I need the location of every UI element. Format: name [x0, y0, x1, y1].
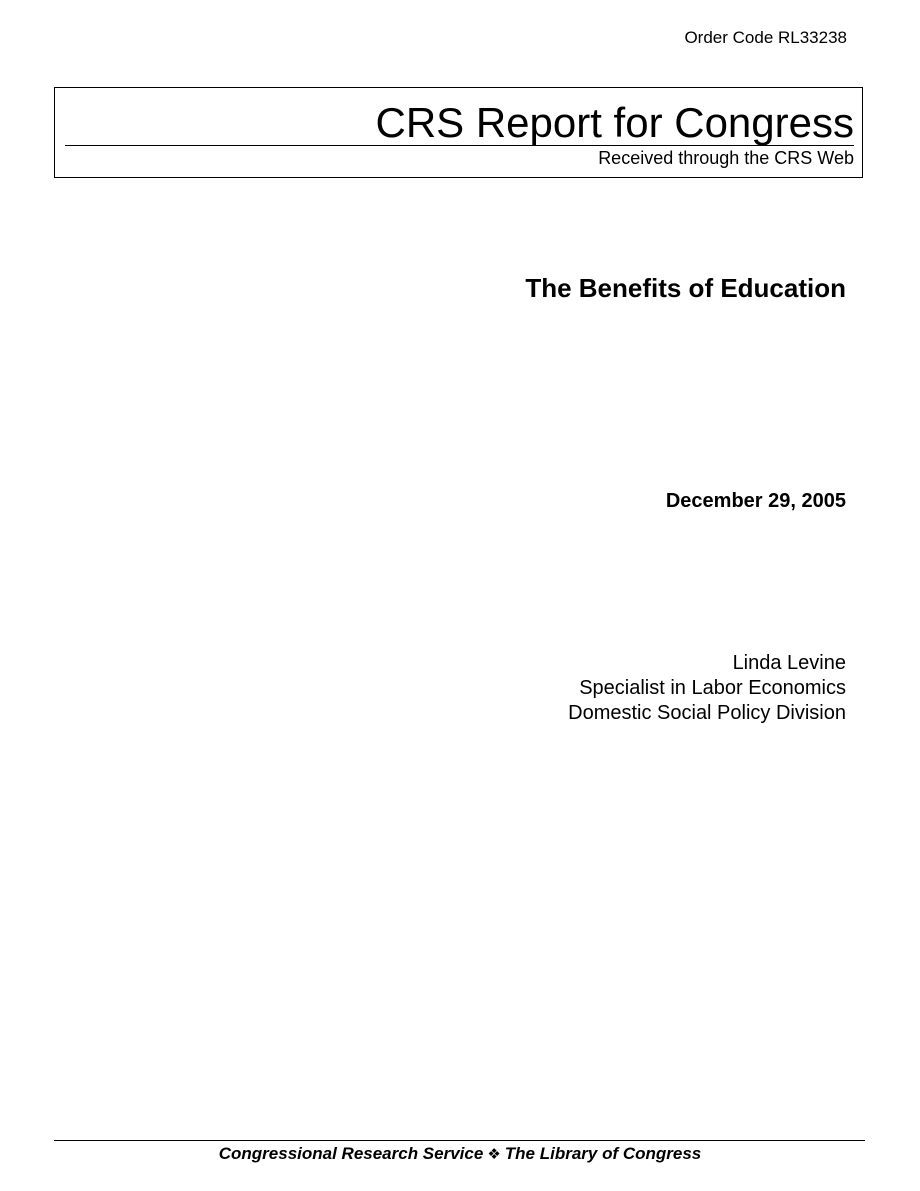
header-subtitle: Received through the CRS Web [598, 148, 854, 168]
order-code: Order Code RL33238 [684, 28, 847, 47]
header-title: CRS Report for Congress [375, 99, 854, 146]
header-divider [65, 145, 854, 146]
author-division: Domestic Social Policy Division [568, 702, 846, 724]
footer-library: The Library of Congress [504, 1144, 702, 1163]
footer [0, 1143, 920, 1165]
footer-divider [54, 1140, 865, 1141]
author-position: Specialist in Labor Economics [579, 677, 846, 699]
report-title: The Benefits of Education [525, 273, 846, 303]
footer-publisher: Congressional Research Service [218, 1144, 484, 1163]
report-date: December 29, 2005 [665, 490, 846, 512]
author-name: Linda Levine [732, 652, 846, 674]
diamond-separator-icon: ❖ [487, 1146, 501, 1163]
report-header-box [54, 87, 863, 178]
author-block [568, 651, 846, 726]
